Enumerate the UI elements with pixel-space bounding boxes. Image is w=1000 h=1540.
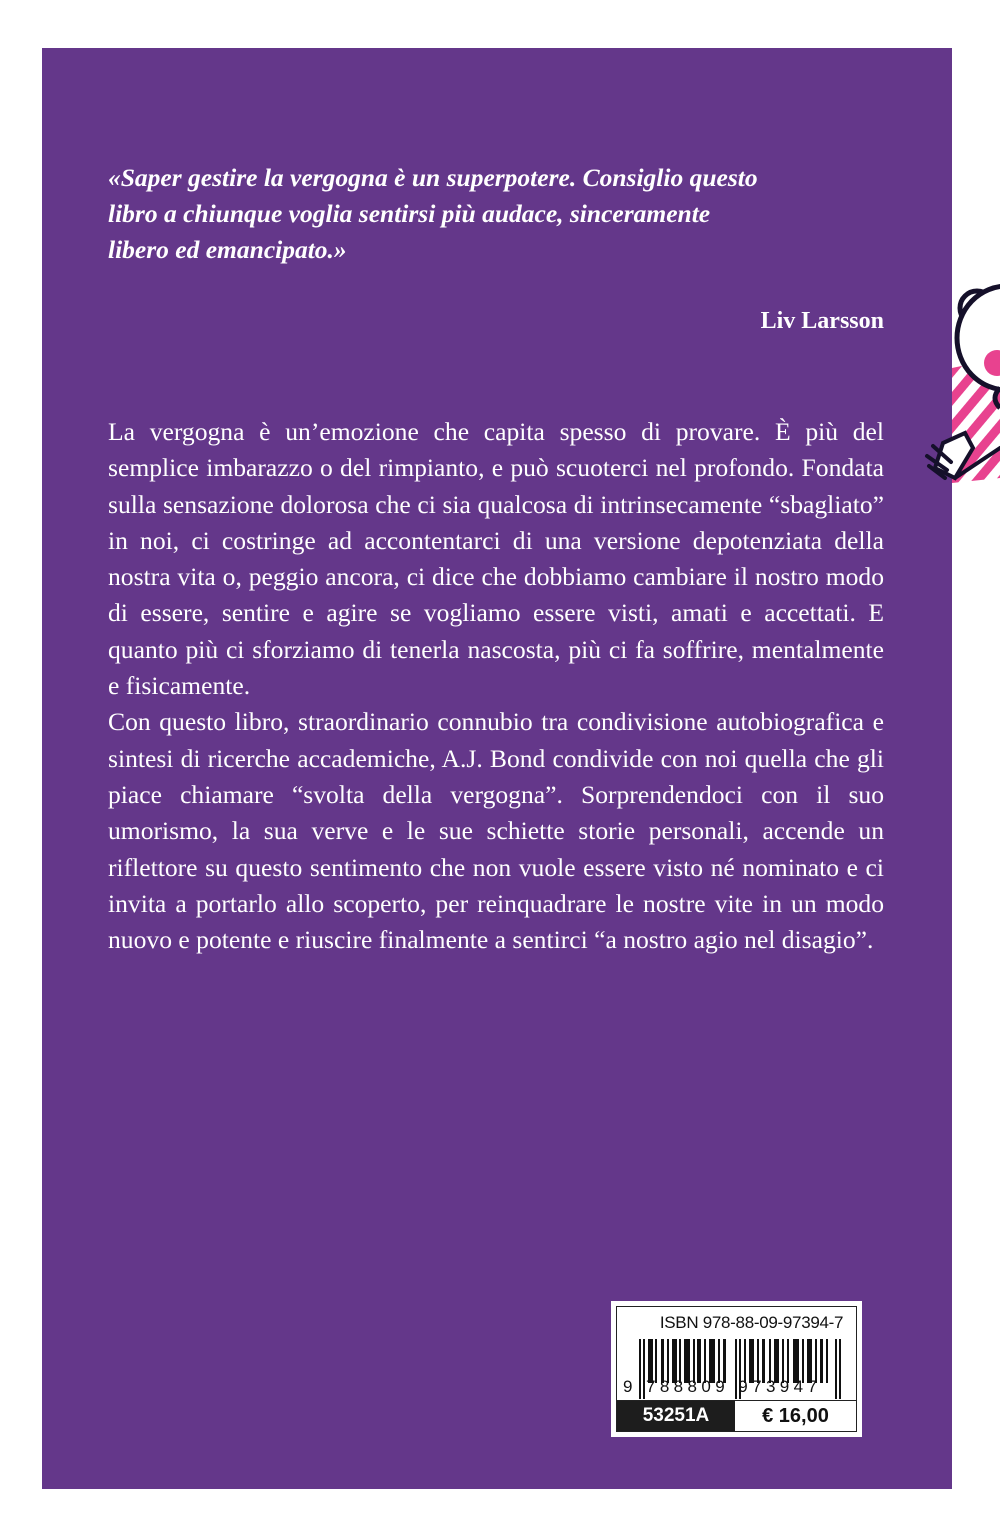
quote-author: Liv Larsson [760, 308, 884, 334]
bear-mascot-icon [915, 268, 1000, 493]
product-code: 53251A [617, 1401, 735, 1431]
blurb-paragraph: Con questo libro, straordinario connubio tra condivisione autobiografica e sintesi di ricerche accademiche, A.J. Bond condivide con noi quella che gli piace chiamare “svolta della vergogna”. Sorprendendoci con il suo umorismo, la sua verve e le sue schiette storie personali, accende un riflettore su questo sentimento che non vuole essere visto né nominato e ci invita a portarlo allo scoperto, per reinquadrare le nostre vite in un modo nuovo e potente e riuscire finalmente a sentirci “a nostro agio nel disagio”. [108, 707, 884, 955]
price: € 16,00 [735, 1401, 856, 1431]
quote-line: «Saper gestire la vergogna è un superpotere. Consiglio questo [108, 163, 758, 192]
quote-line: libro a chiunque voglia sentirsi più audace, sinceramente [108, 199, 711, 228]
endorsement-quote [108, 160, 898, 268]
blurb-paragraph: La vergogna è un’emozione che capita spesso di provare. È più del semplice imbarazzo o del rimpianto, e può scuoterci nel profondo. Fondata sulla sensazione dolorosa che ci sia qualcosa di intrinsecamente “sbagliato” in noi, ci costringe ad accontentarci di una versione depotenziata della nostra vita o, peggio ancora, ci dice che dobbiamo cambiare il nostro modo di essere, sentire e agire se vogliamo essere visti, amati e accettati. E quanto più ci sforziamo di tenerla nascosta, più ci fa soffrire, mentalmente e fisicamente. [108, 417, 884, 701]
ean-digits: 9 788809 973947 [623, 1377, 822, 1396]
price-row [617, 1400, 856, 1431]
blurb [108, 414, 884, 958]
quote-line: libero ed emancipato.» [108, 235, 347, 264]
barcode-label [611, 1301, 862, 1437]
isbn-text: ISBN 978-88-09-97394-7 [659, 1313, 844, 1332]
